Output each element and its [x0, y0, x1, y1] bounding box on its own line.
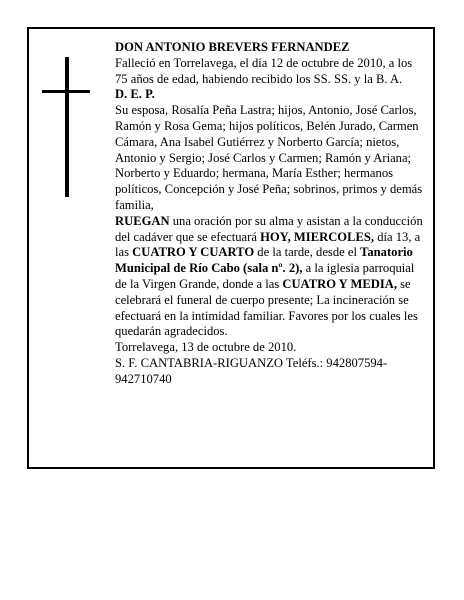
- request-text-2: día 13, a las: [115, 229, 421, 260]
- funeral-service: S. F. CANTABRIA-RIGUANZO Teléfs.: 942807594-942710740: [115, 355, 388, 386]
- place-date: Torrelavega, 13 de octubre de 2010.: [115, 340, 297, 355]
- notice-text: [115, 40, 427, 388]
- day-label: HOY, MIERCOLES,: [260, 229, 375, 244]
- funeral-time: CUATRO Y MEDIA,: [282, 276, 397, 291]
- request-text-1: una oración por su alma y asistan a la conducción del cadáver que se efectuará: [115, 213, 423, 244]
- funeral-home: Tanatorio Municipal de Río Cabo (sala nº. 2),: [115, 245, 413, 276]
- ruegan-label: RUEGAN: [115, 213, 170, 228]
- dep-label: D. E. P.: [115, 87, 155, 102]
- request-text-3: de la tarde, desde el: [254, 245, 361, 260]
- cross-horizontal-bar: [42, 90, 90, 93]
- family-list: Su esposa, Rosalía Peña Lastra; hijos, Antonio, José Carlos, Ramón y Rosa Gema; hijos políticos, Belén Jurado, Carmen Cámara, Ana Isabel Gutiérrez y Norberto García; nietos, Antonio y Sergio; José Carlos y Carmen; Ramón y Ariana; Norberto y Eduardo; hermana, María Esther; hermanos políticos, Concepción y José Peña; sobrinos, primos y demás familia,: [115, 103, 423, 212]
- request-text-4: a la iglesia parroquial de la Virgen Grande, donde a las: [115, 261, 415, 291]
- cross-vertical-bar: [65, 57, 69, 197]
- request-text-5: se celebrará el funeral de cuerpo presente; La incineración se efectuará en la intimidad familiar. Favores por los cuales les quedarán agradecidos.: [115, 276, 418, 339]
- death-statement: Falleció en Torrelavega, el día 12 de octubre de 2010, a los 75 años de edad, habiendo recibido los SS. SS. y la B. A.: [115, 55, 413, 86]
- departure-time: CUATRO Y CUARTO: [132, 245, 255, 260]
- obituary-notice: [27, 27, 435, 469]
- deceased-name: DON ANTONIO BREVERS FERNANDEZ: [115, 40, 350, 54]
- funeral-request: [115, 214, 427, 340]
